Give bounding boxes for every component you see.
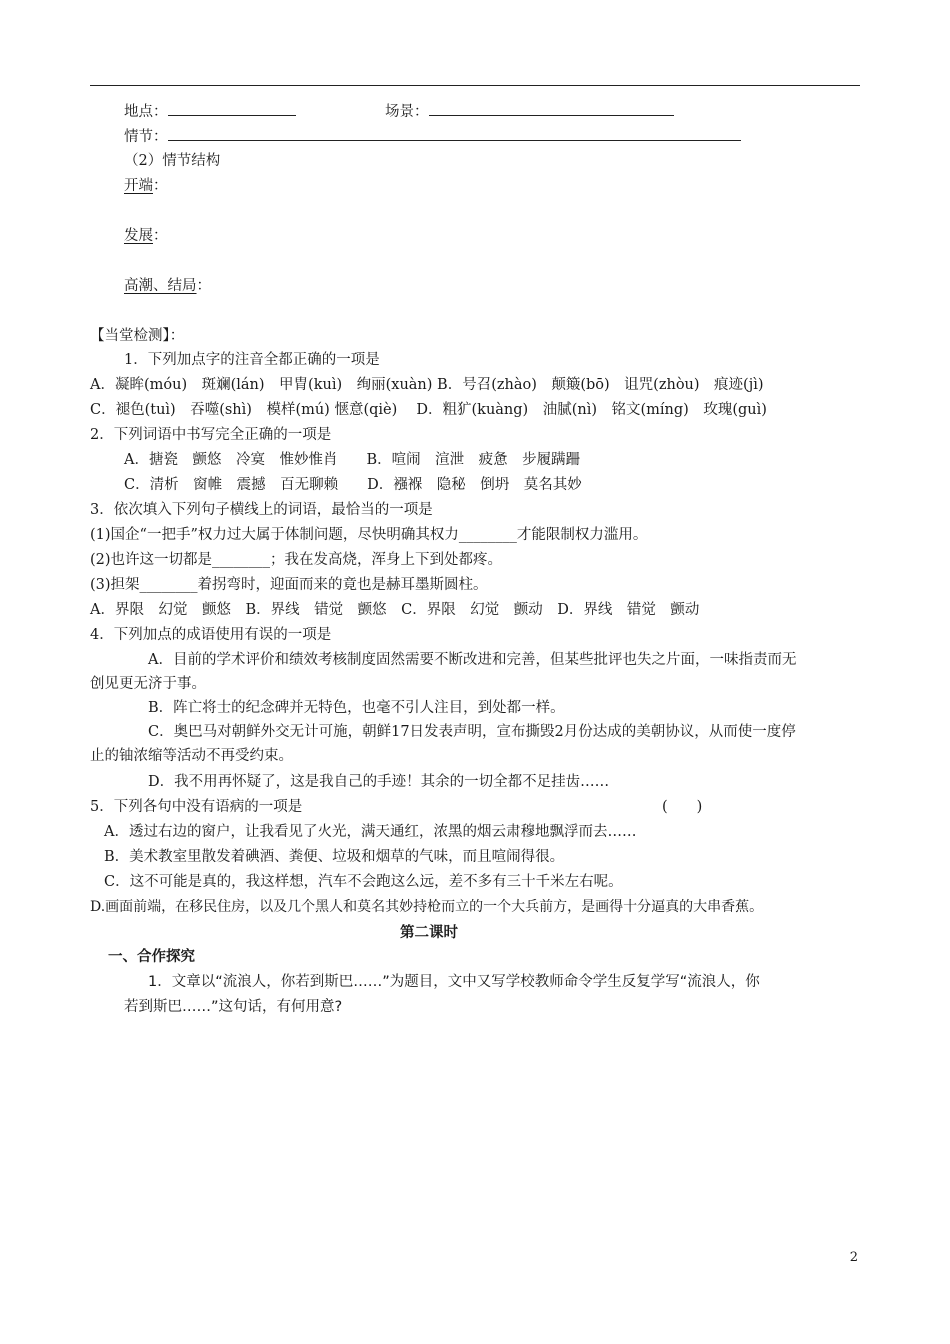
q5-option-b: B．美术教室里散发着碘酒、粪便、垃圾和烟草的气味，而且喧闹得很。: [104, 849, 565, 865]
development-row: [124, 226, 168, 246]
development-colon: ：: [153, 228, 168, 244]
beginning-colon: ：: [153, 178, 168, 194]
q4-option-c-line2: 止的铀浓缩等活动不再受约束。: [90, 748, 293, 764]
q2-options-ab: A．搪瓷 颤悠 冷寞 惟妙惟肖 B．喧闹 渲泄 疲惫 步履蹒跚: [124, 452, 581, 468]
scene-blank[interactable]: [429, 101, 674, 116]
inquiry-q1-line2: 若到斯巴……”这句话，有何用意?: [124, 999, 343, 1015]
climax-row: [124, 276, 211, 296]
plot-blank[interactable]: [168, 126, 741, 141]
climax-label: 高潮、结局: [124, 278, 197, 294]
section-heading: 一、合作探究: [108, 949, 195, 965]
q1-stem: 1．下列加点字的注音全都正确的一项是: [124, 352, 380, 368]
q5-stem: 5．下列各句中没有语病的一项是: [90, 799, 303, 815]
structure-heading: （2）情节结构: [124, 153, 221, 169]
page-number: 2: [849, 1250, 858, 1265]
q3-sentence-3: (3)担架________着拐弯时，迎面而来的竟也是赫耳墨斯圆柱。: [90, 577, 488, 593]
q5-answer-paren[interactable]: ( ): [662, 799, 703, 815]
lesson-title: 第二课时: [400, 925, 458, 941]
q5-option-c: C．这不可能是真的，我这样想，汽车不会跑这么远，差不多有三十千米左右呢。: [104, 874, 623, 890]
q4-option-b: B．阵亡将士的纪念碑并无特色，也毫不引人注目，到处都一样。: [148, 700, 565, 716]
beginning-row: [124, 176, 168, 196]
q2-stem: 2．下列词语中书写完全正确的一项是: [90, 427, 332, 443]
q3-stem: 3．依次填入下列句子横线上的词语，最恰当的一项是: [90, 502, 433, 518]
plot-row: [124, 126, 741, 147]
q1-options-ab: A．凝眸(móu) 斑斓(lán) 甲胄(kuì) 绚丽(xuàn) B．号召(zhào) 颠簸(bō) 诅咒(zhòu) 痕迹(jì): [90, 377, 764, 393]
q4-option-a-line2: 创见更无济于事。: [90, 676, 206, 692]
q3-sentence-1: (1)国企“一把手”权力过大属于体制问题，尽快明确其权力________才能限制权力滥用。: [90, 527, 648, 543]
inquiry-q1-line1: 1．文章以“流浪人，你若到斯巴……”为题目，文中又写学校教师命令学生反复学写“流浪人，你: [148, 974, 760, 990]
q4-option-c-line1: C．奥巴马对朝鲜外交无计可施，朝鲜17日发表声明，宣布撕毁2月份达成的美朝协议，从而使一度停: [148, 724, 796, 740]
header-rule: [90, 85, 860, 86]
place-label: 地点：: [124, 104, 168, 120]
plot-label: 情节：: [124, 129, 168, 145]
scene-label: 场景：: [385, 104, 429, 120]
q3-sentence-2: (2)也许这一切都是________；我在发高烧，浑身上下到处都疼。: [90, 552, 503, 568]
place-row: [124, 101, 296, 122]
q5-option-a: A．透过右边的窗户，让我看见了火光，满天通红，浓黑的烟云肃穆地飘浮而去……: [104, 824, 637, 840]
q4-stem: 4．下列加点的成语使用有误的一项是: [90, 627, 332, 643]
check-heading: 【当堂检测】：: [90, 328, 185, 344]
scene-row: [385, 101, 674, 122]
development-label: 发展: [124, 228, 153, 244]
q1-options-cd: C．褪色(tuì) 吞噬(shì) 模样(mú) 惬意(qiè) D．粗犷(kuàng) 油腻(nì) 铭文(míng) 玫瑰(guì): [90, 402, 767, 418]
q2-options-cd: C．清析 窗帷 震撼 百无聊赖 D．襁褓 隐秘 倒坍 莫名其妙: [124, 477, 582, 493]
q5-option-d: D.画面前端，在移民住房，以及几个黑人和莫名其妙持枪而立的一个大兵前方，是画得十分逼真的大串香蕉。: [90, 899, 764, 915]
place-blank[interactable]: [168, 101, 296, 116]
q4-option-d: D．我不用再怀疑了，这是我自己的手迹！其余的一切全都不足挂齿……: [148, 774, 610, 790]
q3-options: A．界限 幻觉 颤悠 B．界线 错觉 颤悠 C．界限 幻觉 颤动 D．界线 错觉 颤动: [90, 602, 700, 618]
climax-colon: ：: [196, 278, 211, 294]
beginning-label: 开端: [124, 178, 153, 194]
q4-option-a-line1: A．目前的学术评价和绩效考核制度固然需要不断改进和完善，但某些批评也失之片面，一味指责而无: [148, 652, 797, 668]
